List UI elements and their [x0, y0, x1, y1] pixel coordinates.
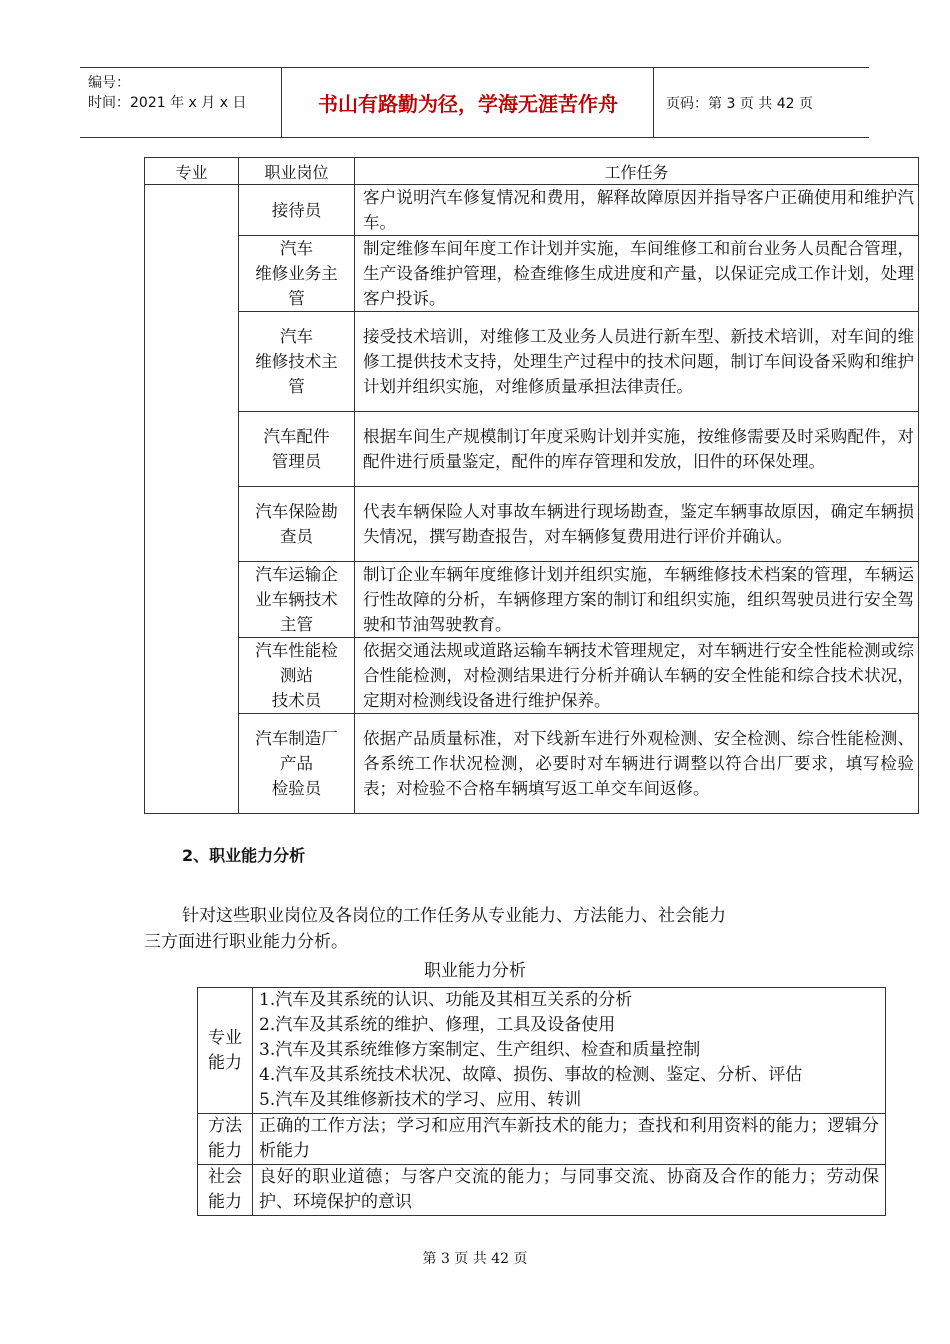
list-item: 3.汽车及其系统维修方案制定、生产组织、检查和质量控制 — [259, 1040, 701, 1060]
position-cell: 汽车运输企 业车辆技术 主管 — [239, 562, 355, 638]
table-row — [145, 638, 919, 714]
list-item: 5.汽车及其维修新技术的学习、应用、转训 — [259, 1090, 582, 1110]
section-heading: 2、职业能力分析 — [182, 846, 306, 865]
task-cell: 接受技术培训，对维修工及业务人员进行新车型、新技术培训，对车间的维修工提供技术支持，处理生产过程中的技术问题，制订车间设备采购和维护计划并组织实施，对维修质量承担法律责任。 — [355, 312, 919, 412]
intro-paragraph — [144, 903, 844, 955]
position-cell: 汽车 维修技术主 管 — [239, 312, 355, 412]
table-row — [198, 988, 886, 1114]
intro-line: 三方面进行职业能力分析。 — [144, 932, 348, 952]
task-cell: 根据车间生产规模制订年度采购计划并实施，按维修需要及时采购配件，对配件进行质量鉴定，配件的库存管理和发放，旧件的环保处理。 — [355, 412, 919, 487]
position-cell: 汽车配件 管理员 — [239, 412, 355, 487]
list-item: 正确的工作方法；学习和应用汽车新技术的能力；查找和利用资料的能力；逻辑分析能力 — [259, 1116, 879, 1161]
page-footer: 第 3 页 共 42 页 — [422, 1251, 528, 1267]
task-cell: 代表车辆保险人对事故车辆进行现场勘查，鉴定车辆事故原因，确定车辆损失情况，撰写勘查报告，对车辆修复费用进行评价并确认。 — [355, 487, 919, 562]
table-caption: 职业能力分析 — [424, 961, 526, 981]
list-item: 2.汽车及其系统的维护、修理，工具及设备使用 — [259, 1015, 616, 1035]
list-item: 良好的职业道德；与客户交流的能力；与同事交流、协商及合作的能力；劳动保护、环境保护的意识 — [259, 1167, 879, 1212]
task-cell: 制定维修车间年度工作计划并实施，车间维修工和前台业务人员配合管理，生产设备维护管理，检查维修生成进度和产量，以保证完成工作计划，处理客户投诉。 — [355, 236, 919, 312]
page-header — [80, 67, 869, 138]
table-row — [145, 562, 919, 638]
ability-table — [197, 987, 886, 1216]
column-header: 专业 — [145, 158, 239, 185]
header-meta — [80, 68, 282, 137]
description-cell — [253, 1165, 886, 1216]
position-cell: 汽车制造厂 产品 检验员 — [239, 714, 355, 814]
date-label: 时间：2021 年 x 月 x 日 — [88, 95, 247, 111]
table-row — [145, 714, 919, 814]
column-header: 工作任务 — [355, 158, 919, 185]
description-cell — [253, 1114, 886, 1165]
list-item: 4.汽车及其系统技术状况、故障、损伤、事故的检测、鉴定、分析、评估 — [259, 1065, 803, 1085]
table-row — [145, 312, 919, 412]
table-row — [198, 1114, 886, 1165]
header-motto: 书山有路勤为径，学海无涯苦作舟 — [283, 68, 654, 137]
number-label: 编号： — [88, 75, 130, 91]
table-row — [145, 487, 919, 562]
table-row — [145, 412, 919, 487]
major-cell — [145, 185, 239, 814]
jobs-table — [144, 157, 919, 814]
category-cell: 社会 能力 — [198, 1165, 253, 1216]
table-header-row — [145, 158, 919, 185]
task-cell: 依据交通法规或道路运输车辆技术管理规定，对车辆进行安全性能检测或综合性能检测，对检测结果进行分析并确认车辆的安全性能和综合技术状况，定期对检测线设备进行维护保养。 — [355, 638, 919, 714]
task-cell: 制订企业车辆年度维修计划并组织实施，车辆维修技术档案的管理，车辆运行性故障的分析，车辆修理方案的制订和组织实施，组织驾驶员进行安全驾驶和节油驾驶教育。 — [355, 562, 919, 638]
position-cell: 汽车 维修业务主 管 — [239, 236, 355, 312]
header-page-info: 页码：第 3 页 共 42 页 — [666, 95, 813, 112]
intro-line: 针对这些职业岗位及各岗位的工作任务从专业能力、方法能力、社会能力 — [182, 906, 726, 926]
task-cell: 依据产品质量标准，对下线新车进行外观检测、安全检测、综合性能检测、各系统工作状况检测，必要时对车辆进行调整以符合出厂要求，填写检验表；对检验不合格车辆填写返工单交车间返修。 — [355, 714, 919, 814]
column-header: 职业岗位 — [239, 158, 355, 185]
position-cell: 汽车性能检 测站 技术员 — [239, 638, 355, 714]
task-cell: 客户说明汽车修复情况和费用，解释故障原因并指导客户正确使用和维护汽车。 — [355, 185, 919, 236]
category-cell: 专业 能力 — [198, 988, 253, 1114]
list-item: 1.汽车及其系统的认识、功能及其相互关系的分析 — [259, 990, 633, 1010]
position-cell: 汽车保险勘 查员 — [239, 487, 355, 562]
category-cell: 方法 能力 — [198, 1114, 253, 1165]
description-cell — [253, 988, 886, 1114]
position-cell: 接待员 — [239, 185, 355, 236]
table-row — [145, 236, 919, 312]
table-row — [145, 185, 919, 236]
table-row — [198, 1165, 886, 1216]
